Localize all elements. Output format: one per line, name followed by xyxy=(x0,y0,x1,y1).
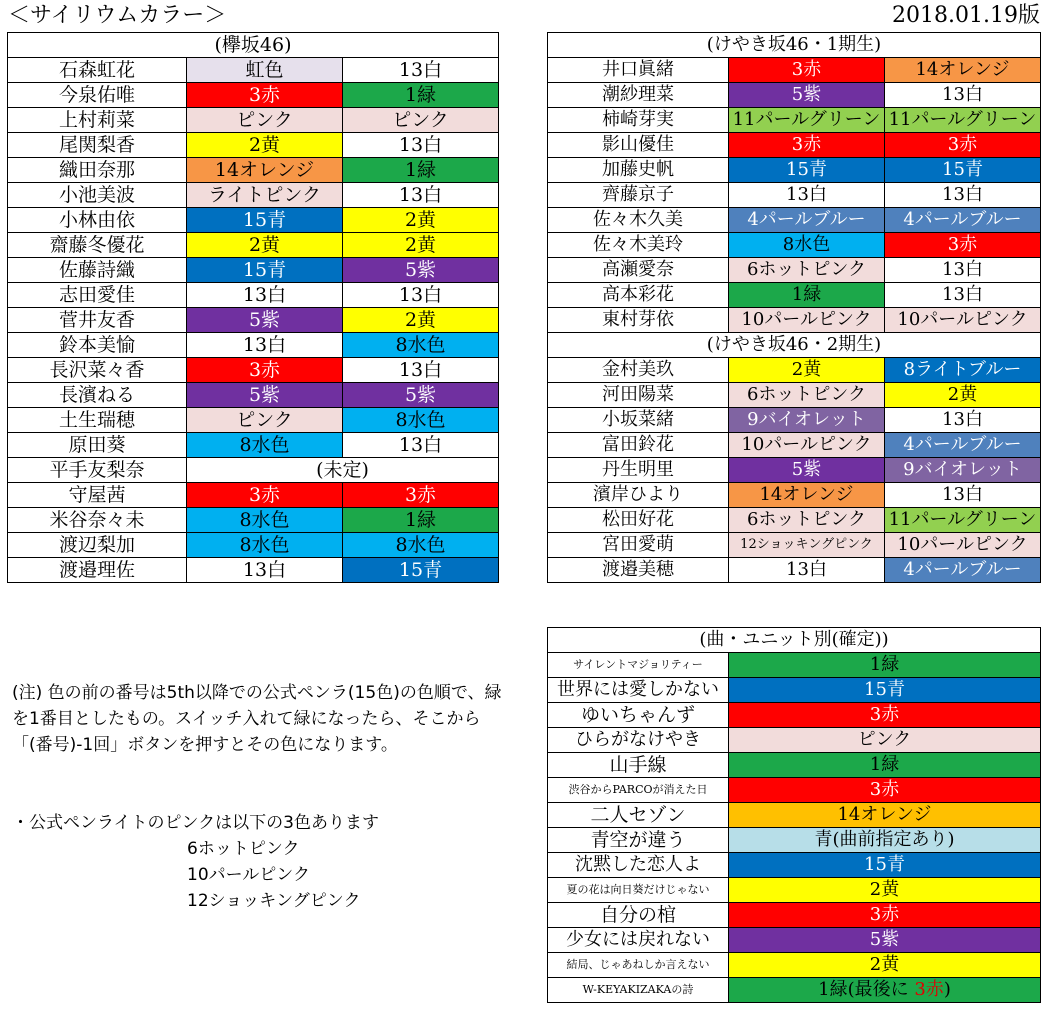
member-row xyxy=(548,58,1041,83)
color-cell: ピンク xyxy=(343,108,499,133)
member-name: 志田愛佳 xyxy=(8,283,187,308)
color-cell: 13白 xyxy=(729,183,885,208)
color-cell xyxy=(729,828,1041,853)
color-cell xyxy=(729,978,1041,1003)
version-label: 2018.01.19版 xyxy=(892,3,1040,28)
color-cell xyxy=(729,878,1041,903)
color-cell: 2黄 xyxy=(885,383,1041,408)
color-cell: 11パールグリーン xyxy=(885,508,1041,533)
color-cell: 8水色 xyxy=(343,533,499,558)
unit-row xyxy=(548,703,1041,728)
member-row xyxy=(8,133,499,158)
color-cell: 4パールブルー xyxy=(885,558,1041,583)
member-name: 丹生明里 xyxy=(548,458,729,483)
color-cell: 8水色 xyxy=(187,433,343,458)
color-cell: 8水色 xyxy=(729,233,885,258)
member-row xyxy=(548,233,1041,258)
member-row xyxy=(8,458,499,483)
member-name: 加藤史帆 xyxy=(548,158,729,183)
unit-name: 二人セゾン xyxy=(548,803,729,828)
member-row xyxy=(8,83,499,108)
color-cell: 2黄 xyxy=(187,133,343,158)
color-cell: 1緑 xyxy=(343,158,499,183)
member-name: 渡邉理佐 xyxy=(8,558,187,583)
color-cell: 5紫 xyxy=(343,383,499,408)
member-name: 高瀬愛奈 xyxy=(548,258,729,283)
color-cell: 10パールピンク xyxy=(885,533,1041,558)
member-name: 井口眞緒 xyxy=(548,58,729,83)
unit-row xyxy=(548,903,1041,928)
member-name: 小坂菜緒 xyxy=(548,408,729,433)
member-row xyxy=(8,383,499,408)
color-cell: 10パールピンク xyxy=(729,433,885,458)
member-name: 佐々木美玲 xyxy=(548,233,729,258)
member-name: 齊藤京子 xyxy=(548,183,729,208)
member-name: 菅井友香 xyxy=(8,308,187,333)
member-row xyxy=(8,533,499,558)
unit-row xyxy=(548,678,1041,703)
color-label: 5紫 xyxy=(869,929,900,950)
color-cell: 2黄 xyxy=(343,308,499,333)
member-name: 宮田愛萌 xyxy=(548,533,729,558)
member-row xyxy=(8,183,499,208)
unit-row xyxy=(548,878,1041,903)
unit-row xyxy=(548,653,1041,678)
member-row xyxy=(548,383,1041,408)
color-cell: 10パールピンク xyxy=(885,308,1041,333)
color-label: 3赤 xyxy=(869,779,900,800)
member-row xyxy=(548,508,1041,533)
color-cell: 5紫 xyxy=(729,83,885,108)
unit-name: 渋谷からPARCOが消えた日 xyxy=(548,778,729,803)
color-cell: 13白 xyxy=(343,433,499,458)
color-cell: 12ショッキングピンク xyxy=(729,533,885,558)
color-cell: 15青 xyxy=(343,558,499,583)
member-name: 原田葵 xyxy=(8,433,187,458)
color-cell: 14オレンジ xyxy=(187,158,343,183)
unit-name: 世界には愛しかない xyxy=(548,678,729,703)
color-cell: 13白 xyxy=(343,358,499,383)
section-header-row xyxy=(548,333,1041,358)
color-cell: 2黄 xyxy=(343,233,499,258)
member-row xyxy=(548,83,1041,108)
color-cell: 5紫 xyxy=(187,308,343,333)
member-row xyxy=(8,233,499,258)
color-cell: 2黄 xyxy=(187,233,343,258)
color-cell: 13白 xyxy=(885,283,1041,308)
member-row xyxy=(8,283,499,308)
page-title: ＜サイリウムカラー＞ xyxy=(8,3,227,28)
color-cell: 4パールブルー xyxy=(729,208,885,233)
member-row xyxy=(548,258,1041,283)
member-name: 守屋茜 xyxy=(8,483,187,508)
member-row xyxy=(8,108,499,133)
member-row xyxy=(548,133,1041,158)
color-cell: (未定) xyxy=(187,458,499,483)
color-cell: 15青 xyxy=(187,208,343,233)
member-row xyxy=(548,158,1041,183)
color-cell: 5紫 xyxy=(187,383,343,408)
color-cell: 5紫 xyxy=(729,458,885,483)
color-cell: 13白 xyxy=(885,408,1041,433)
color-cell: 6ホットピンク xyxy=(729,383,885,408)
color-cell: 13白 xyxy=(343,183,499,208)
member-name: 潮紗理菜 xyxy=(548,83,729,108)
section-title: (欅坂46) xyxy=(8,33,499,58)
member-row xyxy=(548,458,1041,483)
color-cell: 3赤 xyxy=(343,483,499,508)
member-row xyxy=(548,283,1041,308)
member-name: 長濱ねる xyxy=(8,383,187,408)
member-row xyxy=(548,358,1041,383)
unit-row xyxy=(548,778,1041,803)
unit-row xyxy=(548,753,1041,778)
color-label: 2黄 xyxy=(869,954,900,975)
unit-name: ゆいちゃんず xyxy=(548,703,729,728)
color-cell: ライトピンク xyxy=(187,183,343,208)
color-cell: 8水色 xyxy=(187,533,343,558)
section-header-row xyxy=(8,33,499,58)
color-label-red: 3赤 xyxy=(914,979,944,1000)
color-label: 1緑 xyxy=(869,754,900,775)
member-name: 土生瑞穂 xyxy=(8,408,187,433)
member-name: 石森虹花 xyxy=(8,58,187,83)
member-name: 佐藤詩織 xyxy=(8,258,187,283)
unit-row xyxy=(548,828,1041,853)
color-cell: 6ホットピンク xyxy=(729,258,885,283)
color-cell: 1緑 xyxy=(343,508,499,533)
member-row xyxy=(8,358,499,383)
unit-name: 結局、じゃあねしか言えない xyxy=(548,953,729,978)
color-cell: 14オレンジ xyxy=(885,58,1041,83)
color-cell: 8ライトブルー xyxy=(885,358,1041,383)
color-cell: 13白 xyxy=(187,558,343,583)
member-row xyxy=(8,158,499,183)
color-cell: 13白 xyxy=(729,558,885,583)
section-title: (曲・ユニット別(確定)) xyxy=(548,628,1041,653)
color-cell xyxy=(729,928,1041,953)
member-row xyxy=(548,208,1041,233)
unit-row xyxy=(548,853,1041,878)
color-label: 2黄 xyxy=(869,879,900,900)
color-cell xyxy=(729,678,1041,703)
color-label: ピンク xyxy=(857,729,912,750)
pink-item: 12ショッキングピンク xyxy=(187,891,361,911)
member-row xyxy=(548,408,1041,433)
color-cell: 3赤 xyxy=(187,358,343,383)
color-cell: 11パールグリーン xyxy=(729,108,885,133)
member-name: 長沢菜々香 xyxy=(8,358,187,383)
unit-name: 夏の花は向日葵だけじゃない xyxy=(548,878,729,903)
member-name: 鈴本美愉 xyxy=(8,333,187,358)
member-name: 東村芽依 xyxy=(548,308,729,333)
unit-name: 沈黙した恋人よ xyxy=(548,853,729,878)
member-row xyxy=(548,483,1041,508)
color-cell: 8水色 xyxy=(343,408,499,433)
section-header-row xyxy=(548,628,1041,653)
section-title: (けやき坂46・1期生) xyxy=(548,33,1041,58)
color-cell xyxy=(729,653,1041,678)
color-cell: 1緑 xyxy=(729,283,885,308)
color-cell: 13白 xyxy=(187,333,343,358)
unit-song-color-table xyxy=(547,627,1041,1003)
unit-name: 青空が違う xyxy=(548,828,729,853)
color-label: 青(曲前指定あり) xyxy=(814,829,955,850)
color-cell: 3赤 xyxy=(729,133,885,158)
member-row xyxy=(8,508,499,533)
unit-name: W-KEYAKIZAKAの詩 xyxy=(548,978,729,1003)
color-cell: 9バイオレット xyxy=(885,458,1041,483)
unit-row xyxy=(548,928,1041,953)
color-cell: 1緑 xyxy=(343,83,499,108)
member-name: 尾関梨香 xyxy=(8,133,187,158)
color-cell: ピンク xyxy=(187,408,343,433)
member-name: 小池美波 xyxy=(8,183,187,208)
color-cell xyxy=(729,803,1041,828)
color-cell: 3赤 xyxy=(885,233,1041,258)
color-cell: 15青 xyxy=(729,158,885,183)
color-cell: 3赤 xyxy=(729,58,885,83)
member-name: 齋藤冬優花 xyxy=(8,233,187,258)
member-row xyxy=(8,258,499,283)
unit-row xyxy=(548,978,1041,1003)
color-cell: 15青 xyxy=(885,158,1041,183)
color-label: 15青 xyxy=(864,679,905,700)
color-cell: 2黄 xyxy=(729,358,885,383)
member-row xyxy=(8,408,499,433)
member-name: 富田鈴花 xyxy=(548,433,729,458)
member-name: 柿崎芽実 xyxy=(548,108,729,133)
color-cell: 3赤 xyxy=(187,483,343,508)
color-cell: 3赤 xyxy=(885,133,1041,158)
member-row xyxy=(548,433,1041,458)
color-cell: 6ホットピンク xyxy=(729,508,885,533)
member-name: 高本彩花 xyxy=(548,283,729,308)
color-cell: ピンク xyxy=(187,108,343,133)
color-cell: 13白 xyxy=(187,283,343,308)
member-name: 河田陽菜 xyxy=(548,383,729,408)
member-row xyxy=(8,58,499,83)
note-text xyxy=(12,680,517,758)
member-name: 米谷奈々未 xyxy=(8,508,187,533)
color-cell xyxy=(729,703,1041,728)
color-cell: 13白 xyxy=(885,258,1041,283)
member-row xyxy=(548,108,1041,133)
member-name: 濱岸ひより xyxy=(548,483,729,508)
color-cell: 13白 xyxy=(885,183,1041,208)
color-label: 1緑(最後に xyxy=(818,979,915,1000)
hiragana-color-table xyxy=(547,32,1041,583)
member-row xyxy=(8,208,499,233)
color-cell: 13白 xyxy=(343,58,499,83)
unit-name: 少女には戻れない xyxy=(548,928,729,953)
member-row xyxy=(548,183,1041,208)
unit-row xyxy=(548,728,1041,753)
color-cell: 5紫 xyxy=(343,258,499,283)
color-cell: 15青 xyxy=(187,258,343,283)
section-header-row xyxy=(548,33,1041,58)
color-cell: 13白 xyxy=(343,283,499,308)
unit-row xyxy=(548,803,1041,828)
pink-intro: ・公式ペンライトのピンクは以下の3色あります xyxy=(12,813,379,833)
pink-item: 6ホットピンク xyxy=(187,839,300,859)
member-name: 金村美玖 xyxy=(548,358,729,383)
member-name: 織田奈那 xyxy=(8,158,187,183)
color-label: 14オレンジ xyxy=(837,804,932,825)
member-row xyxy=(548,558,1041,583)
color-cell: 14オレンジ xyxy=(729,483,885,508)
member-name: 渡邉美穂 xyxy=(548,558,729,583)
color-label: 1緑 xyxy=(869,654,900,675)
color-cell: 10パールピンク xyxy=(729,308,885,333)
member-row xyxy=(8,333,499,358)
color-cell: 4パールブルー xyxy=(885,208,1041,233)
color-label: 15青 xyxy=(864,854,905,875)
member-name: 上村莉菜 xyxy=(8,108,187,133)
color-cell xyxy=(729,753,1041,778)
color-cell: 4パールブルー xyxy=(885,433,1041,458)
color-cell: 3赤 xyxy=(187,83,343,108)
unit-row xyxy=(548,953,1041,978)
color-cell: 8水色 xyxy=(343,333,499,358)
color-cell xyxy=(729,778,1041,803)
color-cell: 13白 xyxy=(885,483,1041,508)
member-name: 影山優佳 xyxy=(548,133,729,158)
color-cell: 9バイオレット xyxy=(729,408,885,433)
color-cell xyxy=(729,903,1041,928)
pink-item: 10パールピンク xyxy=(187,865,310,885)
unit-name: 山手線 xyxy=(548,753,729,778)
color-cell: 13白 xyxy=(885,83,1041,108)
member-row xyxy=(8,483,499,508)
keyaki-color-table xyxy=(7,32,499,583)
color-cell: 虹色 xyxy=(187,58,343,83)
color-cell xyxy=(729,728,1041,753)
member-name: 松田好花 xyxy=(548,508,729,533)
color-cell: 11パールグリーン xyxy=(885,108,1041,133)
member-row xyxy=(548,308,1041,333)
pink-note xyxy=(12,810,379,914)
member-name: 今泉佑唯 xyxy=(8,83,187,108)
unit-name: ひらがなけやき xyxy=(548,728,729,753)
color-cell: 2黄 xyxy=(343,208,499,233)
member-name: 平手友梨奈 xyxy=(8,458,187,483)
color-cell: 8水色 xyxy=(187,508,343,533)
member-row xyxy=(548,533,1041,558)
member-name: 佐々木久美 xyxy=(548,208,729,233)
section-title: (けやき坂46・2期生) xyxy=(548,333,1041,358)
note-paragraph: (注) 色の前の番号は5th以降での公式ペンラ(15色)の色順で、緑を1番目としたもの。スイッチ入れて緑になったら、そこから「(番号)-1回」ボタンを押すとその色になります。 xyxy=(12,683,502,755)
color-cell: 13白 xyxy=(343,133,499,158)
color-label-end: ) xyxy=(943,979,951,1000)
member-name: 渡辺梨加 xyxy=(8,533,187,558)
member-row xyxy=(8,308,499,333)
member-row xyxy=(8,433,499,458)
member-row xyxy=(8,558,499,583)
color-cell xyxy=(729,853,1041,878)
unit-name: 自分の棺 xyxy=(548,903,729,928)
member-name: 小林由依 xyxy=(8,208,187,233)
color-cell xyxy=(729,953,1041,978)
color-label: 3赤 xyxy=(869,904,900,925)
unit-name: サイレントマジョリティー xyxy=(548,653,729,678)
color-label: 3赤 xyxy=(869,704,900,725)
